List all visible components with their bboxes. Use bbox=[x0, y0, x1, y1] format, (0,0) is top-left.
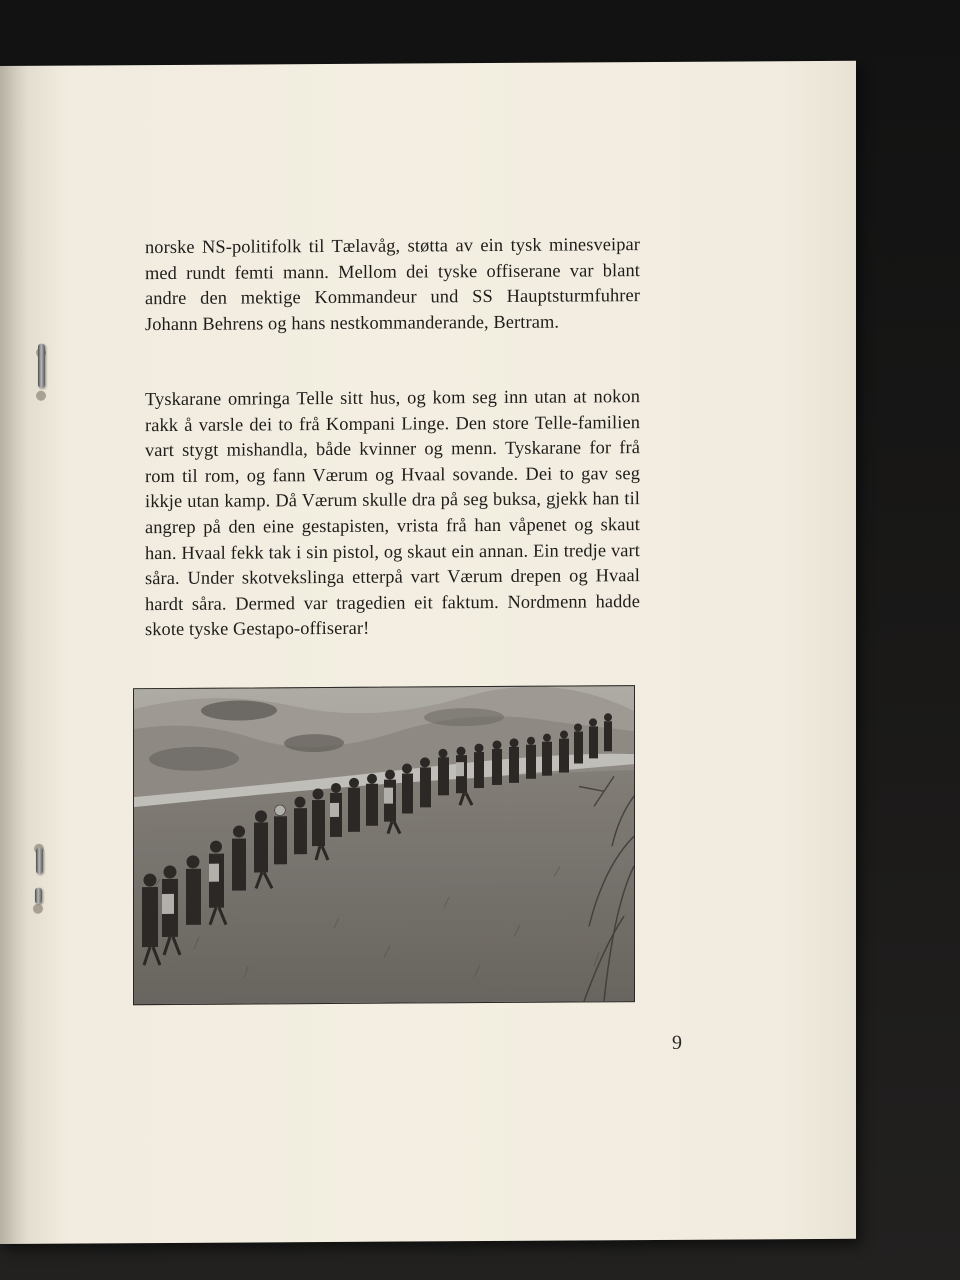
staple-bottom bbox=[36, 848, 43, 874]
photo-people-walking-on-hillside bbox=[134, 686, 634, 1004]
page-number: 9 bbox=[672, 1031, 682, 1054]
staple-hole bbox=[33, 904, 43, 914]
spine-shadow bbox=[0, 66, 70, 1244]
paragraph-1 bbox=[145, 232, 640, 337]
staple-top bbox=[38, 344, 45, 388]
paragraph-1-text: norske NS-politifolk til Tælavåg, støtta av ein tysk minesveipar med rundt femti mann. Mellom dei tyske offiserane var blant andre den mektige Kommandeur und SS Hauptsturmfuhrer Johann Behrens og hans nestkommanderande, Bertram. bbox=[145, 234, 640, 334]
paragraph-2-text: Tyskarane omringa Telle sitt hus, og kom seg inn utan at nokon rakk å varsle dei to frå Kompani Linge. Den store Telle-familien vart stygt mishandla, både kvinner og menn. Tyskarane for frå rom til rom, og fann Værum og Hvaal sovande. Dei to gav seg ikkje utan kamp. Då Værum skulle dra på seg buksa, gjekk han til angrep på den eine gestapisten, vrista frå han våpenet og skaut han. Hvaal fekk tak i sin pistol, og skaut ein annan. Ein tredje vart såra. Under skotvekslinga etterpå vart Værum drepen og Hvaal hardt såra. Dermed var tragedien eit faktum. Nordmenn hadde skote tyske Gestapo-offiserar! bbox=[145, 386, 640, 640]
staple-hole bbox=[36, 391, 46, 401]
paragraph-2 bbox=[145, 384, 640, 643]
booklet-page bbox=[0, 61, 856, 1244]
historical-photo bbox=[133, 685, 635, 1005]
staple-bottom-end bbox=[35, 888, 42, 904]
